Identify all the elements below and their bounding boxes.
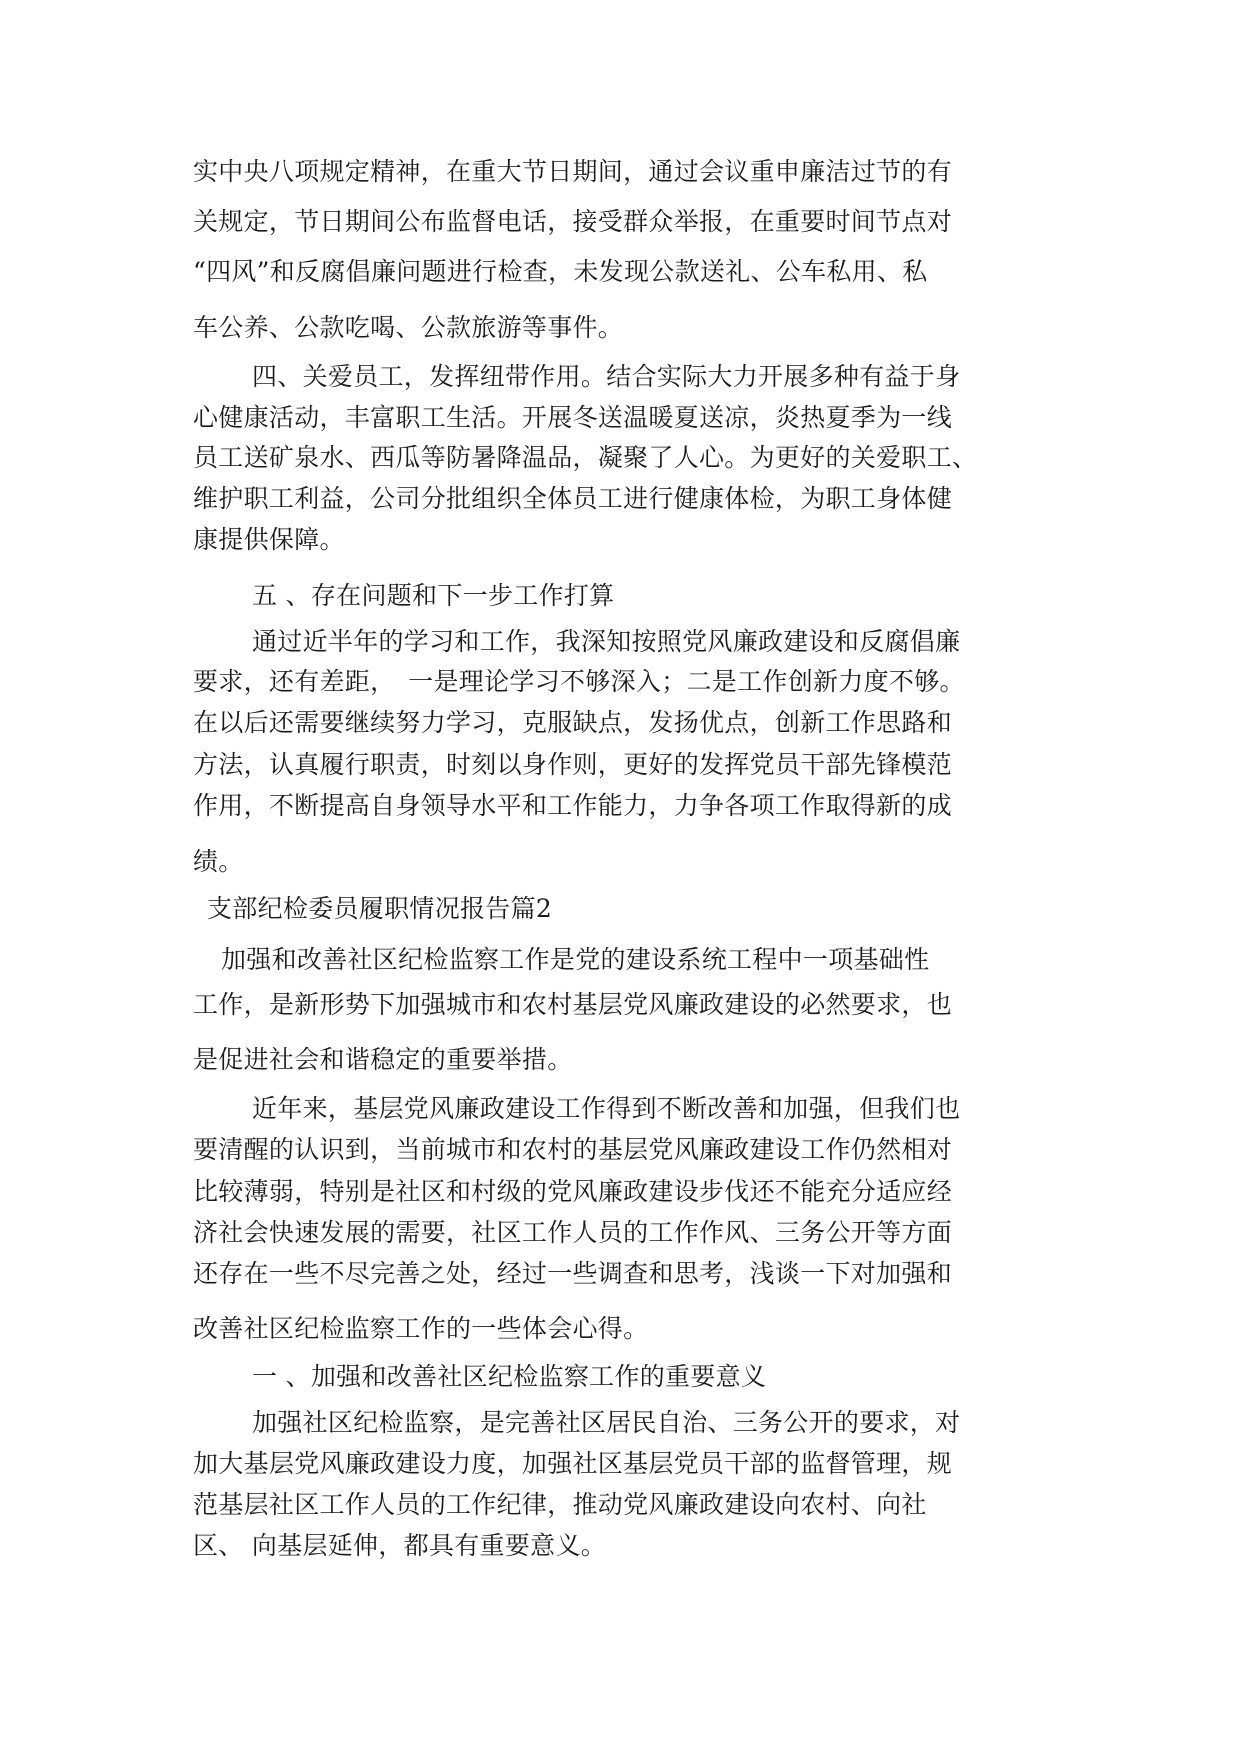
paragraph-first-line: 近年来，基层党风廉政建设工作得到不断改善和加强，但我们也	[252, 1094, 961, 1123]
paragraph-first-line: 加强和改善社区纪检监察工作是党的建设系统工程中一项基础性	[221, 945, 930, 974]
paragraph-first-line: 加强社区纪检监察，是完善社区居民自治、三务公开的要求，对	[252, 1408, 961, 1437]
text-line: 实中央八项规定精神，在重大节日期间，通过会议重申廉洁过节的有	[193, 157, 953, 186]
text-line: “四风”和反腐倡廉问题进行检查，未发现公款送礼、公车私用、私	[193, 257, 928, 286]
paragraph-first-line: 四、关爱员工，发挥纽带作用。结合实际大力开展多种有益于身	[252, 362, 961, 391]
text-line: 要清醒的认识到，当前城市和农村的基层党风廉政建设工作仍然相对	[193, 1135, 953, 1164]
text-line: 绩。	[193, 847, 244, 876]
text-line: 济社会快速发展的需要，社区工作人员的工作作风、三务公开等方面	[193, 1218, 953, 1247]
text-line: 方法，认真履行职责，时刻以身作则，更好的发挥党员干部先锋模范	[193, 750, 953, 779]
text-line: 在以后还需要继续努力学习，克服缺点，发扬优点，创新工作思路和	[193, 708, 953, 737]
text-line: 区、 向基层延伸，都具有重要意义。	[193, 1531, 607, 1560]
text-line: 关规定，节日期间公布监督电话，接受群众举报，在重要时间节点对	[193, 207, 953, 236]
text-line: 康提供保障。	[193, 525, 345, 554]
text-line: 加大基层党风廉政建设力度，加强社区基层党员干部的监督管理，规	[193, 1449, 953, 1478]
text-line: 作用，不断提高自身领导水平和工作能力，力争各项工作取得新的成	[193, 791, 953, 820]
section-heading: 五 、存在问题和下一步工作打算	[252, 581, 615, 610]
article-title: 支部纪检委员履职情况报告篇2	[207, 894, 553, 923]
text-line: 心健康活动，丰富职工生活。开展冬送温暖夏送凉，炎热夏季为一线	[193, 403, 953, 432]
text-line: 还存在一些不尽完善之处，经过一些调查和思考，浅谈一下对加强和	[193, 1259, 953, 1288]
section-heading: 一 、加强和改善社区纪检监察工作的重要意义	[252, 1362, 767, 1391]
text-line: 改善社区纪检监察工作的一些体会心得。	[193, 1314, 649, 1343]
paragraph-first-line: 通过近半年的学习和工作，我深知按照党风廉政建设和反腐倡廉	[252, 627, 961, 656]
text-line: 是促进社会和谐稳定的重要举措。	[193, 1045, 573, 1074]
text-line: 范基层社区工作人员的工作纪律，推动党风廉政建设向农村、向社	[193, 1490, 927, 1519]
text-line: 维护职工利益，公司分批组织全体员工进行健康体检，为职工身体健	[193, 484, 953, 513]
text-line: 要求，还有差距， 一是理论学习不够深入；二是工作创新力度不够。	[193, 667, 965, 696]
text-line: 工作，是新形势下加强城市和农村基层党风廉政建设的必然要求，也	[193, 990, 953, 1019]
text-line: 车公养、公款吃喝、公款旅游等事件。	[193, 313, 624, 342]
text-line: 员工送矿泉水、西瓜等防暑降温品，凝聚了人心。为更好的关爱职工、	[193, 443, 978, 472]
text-line: 比较薄弱，特别是社区和村级的党风廉政建设步伐还不能充分适应经	[193, 1177, 953, 1206]
